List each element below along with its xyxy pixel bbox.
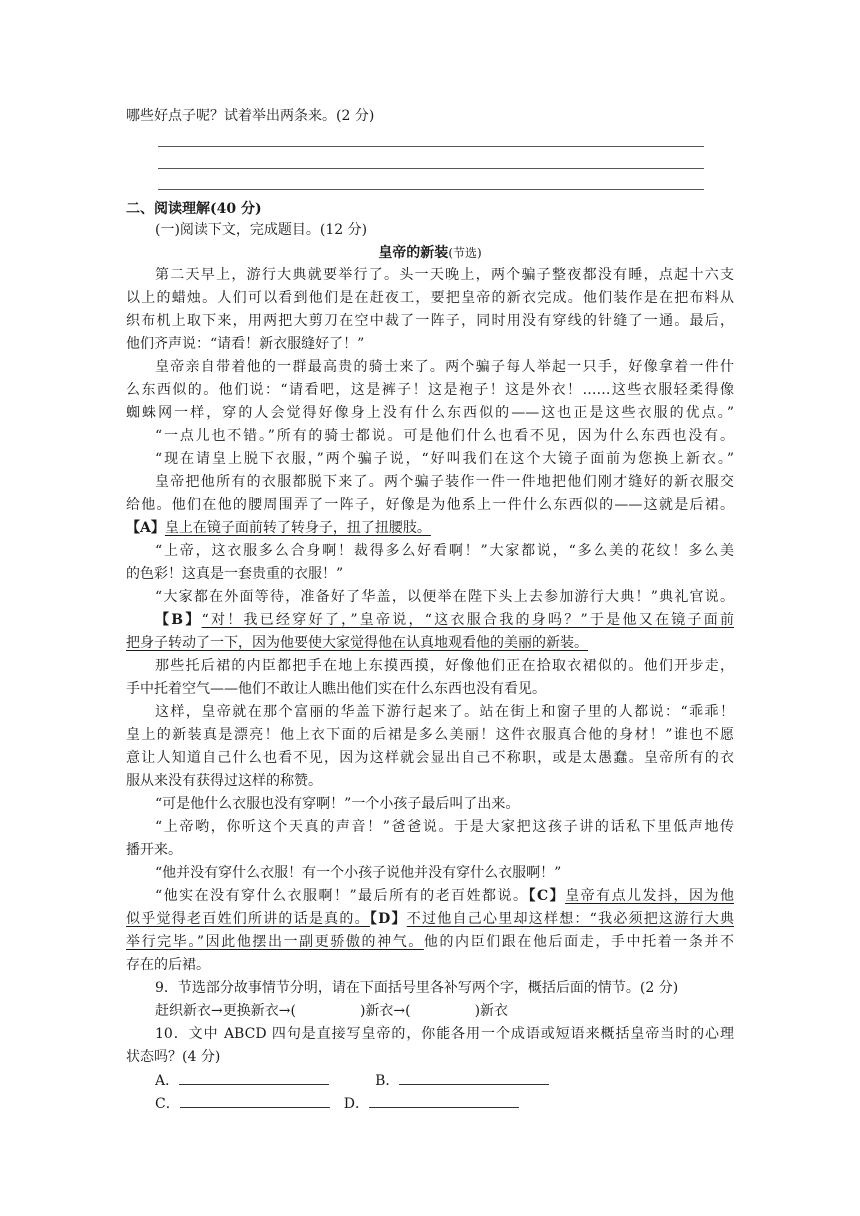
text-line: 第二天早上，游行大典就要举行了。头一天晚上，两个骗子整夜都没有睡，点起十六支 [155,267,734,283]
q10-label-d: D． [343,1096,369,1112]
text-line: “现在请皇上脱下衣服，”两个骗子说，“好叫我们在这个大镜子面前为您换上新衣。” [155,451,734,467]
sentence-b: 把身子转动了一下，因为他要使大家觉得他在认真地观看他的美丽的新装。 [126,635,588,651]
text-line: 给他。他们在他的腰周围弄了一阵子，好像是为他系上一件什么东西似的——这就是后裙。 [126,497,734,513]
question-9-fill [155,1001,734,1021]
text-span: “他实在没有穿什么衣服啊！”最后所有的老百姓都说。 [155,888,529,904]
answer-line [158,146,704,147]
answer-line [158,189,704,190]
text-line: 存在的后裙。 [126,957,210,973]
text-line: 么东西似的。他们说：“请看吧，这是裤子！这是袍子！这是外衣！……这些衣服轻柔得像 [126,382,734,398]
answer-line [158,168,704,169]
q10-label-a: A． [155,1073,180,1089]
q10-blank-c[interactable] [180,1093,330,1108]
q10-blank-a[interactable] [179,1070,329,1085]
text-line: “他并没有穿什么衣服！有一个小孩子说他并没有穿什么衣服啊！” [155,865,562,881]
text-line: 那些托后裙的内臣都把手在地上东摸西摸，好像他们正在拾取衣裙似的。他们开步走， [155,658,734,674]
text-line: 皇上的新装真是漂亮！他上衣下面的后裙是多么美丽！这件衣服真合他的身材！”谁也不愿 [126,727,734,743]
passage-title [0,243,860,263]
text-line: “上帝，这衣服多么合身啊！裁得多么好看啊！”大家都说，“多么美的花纹！多么美 [155,543,734,559]
q10-blank-b[interactable] [399,1070,549,1085]
text-line: 蜘蛛网一样，穿的人会觉得好像身上没有什么东西似的——这也正是这些衣服的优点。” [126,405,734,421]
text-line: 皇帝把他所有的衣服都脱下来了。两个骗子装作一件一件地把他们刚才缝好的新衣服交 [155,474,734,490]
passage-title-note: (节选) [448,246,482,260]
text-line: “大家都在外面等待，准备好了华盖，以便举在陛下头上去参加游行大典！”典礼官说。 [155,589,734,605]
question-continuation: 哪些好点子呢？试着举出两条来。(2 分) [126,108,375,124]
section-heading: 二、阅读理解(40 分) [126,201,262,217]
sentence-c: 似乎觉得老百姓们所讲的话是真的。 [126,911,370,927]
passage-title-text: 皇帝的新装 [378,245,449,261]
q10-label-b: B． [375,1073,400,1089]
text-span: 他的内臣们跟在他后面走，手中托着一条并不 [423,934,734,950]
sentence-c: 皇帝有点儿发抖，因为他 [565,888,734,904]
sentence-d: 不过他自己心里却这样想：“我必须把这游行大典 [406,911,734,927]
sub-instruction: (一)阅读下文，完成题目。(12 分) [155,222,368,238]
sentence-b: “对！我已经穿好了，”皇帝说，“这衣服合我的身吗？”于是他又在镜子面前 [201,612,734,628]
text-line: 这样，皇帝就在那个富丽的华盖下游行起来了。站在街上和窗子里的人都说：“乖乖！ [155,704,734,720]
sentence-b-line [155,610,734,630]
text-line: 意让人知道自己什么也看不见，因为这样就会显出自己不称职，或是太愚蠢。皇帝所有的衣 [126,750,734,766]
text-line: “一点儿也不错。”所有的骑士都说。可是他们什么也看不见，因为什么东西也没有。 [155,428,734,444]
question-10-cont: 状态吗？(4 分) [126,1049,221,1065]
text-line: 手中托着空气——他们不敢让人瞧出他们实在什么东西也没有看见。 [126,681,546,697]
q9-part-c: )新衣 [474,1003,509,1019]
text-line: 织布机上取下来，用两把大剪刀在空中裁了一阵子，同时用没有穿线的针缝了一通。最后， [126,313,734,329]
text-line: “上帝哟，你听这个天真的声音！”爸爸说。于是大家把这孩子讲的话私下里低声地传 [155,819,734,835]
sentence-c-line [126,909,734,929]
sentence-c-line [155,886,734,906]
q10-answer-row [155,1093,734,1114]
text-line: 皇帝亲自带着他的一群最高贵的骑士来了。两个骗子每人举起一只手，好像拿着一件什 [155,359,734,375]
sentence-a: 皇上在镜子面前转了转身子，扭了扭腰肢。 [164,520,431,536]
question-10: 10．文中 ABCD 四句是直接写皇帝的，你能各用一个成语或短语来概括皇帝当时的心理 [155,1026,734,1042]
sentence-c-tag: 【C】 [528,888,566,904]
text-line: “可是他什么衣服也没有穿啊！”一个小孩子最后叫了出来。 [155,796,520,812]
text-line: 播开来。 [126,842,182,858]
text-line: 以上的蜡烛。人们可以看到他们是在赶夜工，要把皇帝的新衣完成。他们装作是在把布料从 [126,290,734,306]
q10-answer-row [155,1070,734,1091]
sentence-d: 举行完毕。”因此他摆出一副更骄傲的神气。 [126,934,424,950]
q10-blank-d[interactable] [369,1093,519,1108]
sentence-a-tag: 【A】 [126,520,165,536]
text-line: 他们齐声说：“请看！新衣服缝好了！” [126,336,365,352]
sentence-d-line [126,932,734,952]
sentence-b-line [126,633,734,653]
q9-part-b: )新衣→( [359,1003,411,1019]
q9-part-a: 赶织新衣→更换新衣→( [155,1003,296,1019]
text-line: 的色彩！这真是一套贵重的衣服！” [126,566,344,582]
text-line: 服从来没有获得过这样的称赞。 [126,773,322,789]
sentence-b-tag: 【B】 [155,612,202,628]
sentence-d-tag: 【D】 [369,911,407,927]
sentence-a-line [126,518,734,538]
q10-label-c: C． [155,1096,180,1112]
question-9: 9．节选部分故事情节分明，请在下面括号里各补写两个字，概括后面的情节。(2 分) [155,980,679,996]
